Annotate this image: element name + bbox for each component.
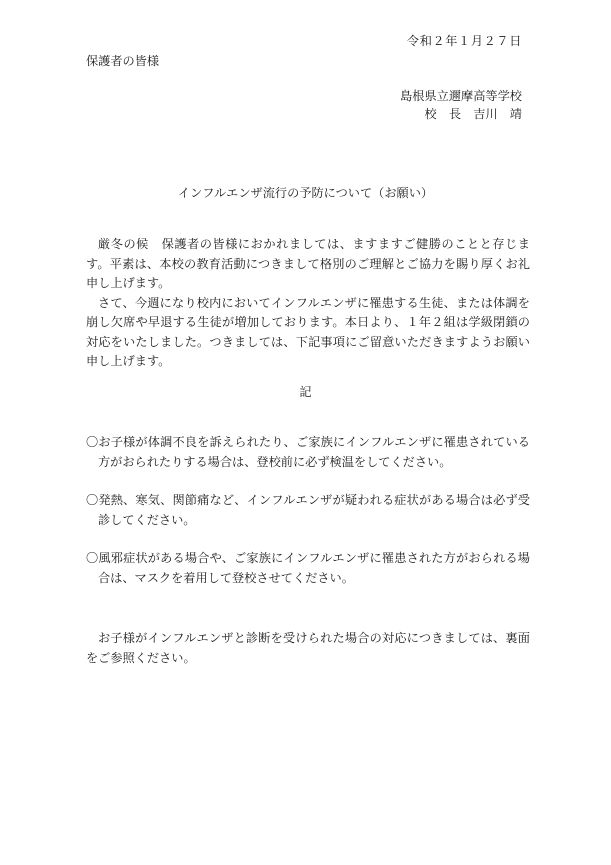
- letter-title: インフルエンザ流行の予防について（お願い）: [177, 186, 434, 200]
- intro-section: [86, 235, 530, 372]
- ki-heading: 記: [299, 385, 312, 399]
- school-name: 島根県立邇摩高等学校: [400, 89, 522, 103]
- notice-item: 〇風邪症状がある場合や、ご家族にインフルエンザに罹患された方がおられる場合は、マスクを着用して登校させてください。: [86, 551, 530, 585]
- letter-date: 令和２年１月２７日: [406, 34, 522, 48]
- closing-section: [86, 629, 530, 668]
- notice-item: 〇発熱、寒気、関節痛など、インフルエンザが疑われる症状がある場合は必ず受診してください。: [86, 493, 530, 527]
- principal-name: 校 長 吉川 靖: [424, 107, 522, 121]
- notice-items: [86, 433, 530, 607]
- intro-paragraph: 厳冬の候 保護者の皆様におかれましては、ますますご健勝のことと存じます。平素は、本校の教育活動につきまして格別のご理解とご協力を賜り厚くお礼申し上げます。: [86, 237, 530, 290]
- closing-paragraph: お子様がインフルエンザと診断を受けられた場合の対応につきましては、裏面をご参照ください。: [86, 631, 530, 665]
- notice-item: 〇お子様が体調不良を訴えられたり、ご家族にインフルエンザに罹患されている方がおられたりする場合は、登校前に必ず検温をしてください。: [86, 435, 530, 469]
- intro-paragraph: さて、今週になり校内においてインフルエンザに罹患する生徒、または体調を崩し欠席や早退する生徒が増加しております。本日より、１年２組は学級閉鎖の対応をいたしました。つきましては、下記事項にご留意いただきますようお願い申し上げます。: [86, 295, 530, 368]
- letter-recipient: 保護者の皆様: [86, 54, 160, 68]
